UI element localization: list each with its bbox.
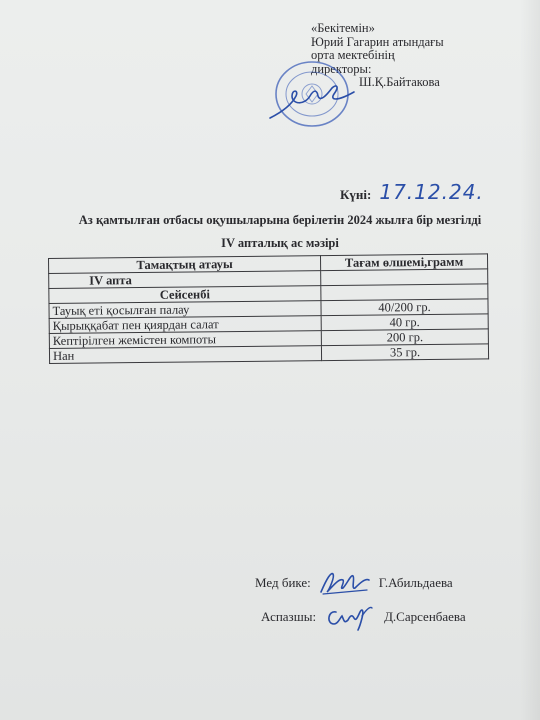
- date-label: Күні:: [340, 187, 372, 202]
- header-portion-size: Тағам өлшемі,грамм: [320, 254, 487, 271]
- cook-signature-row: [261, 602, 466, 632]
- menu-table: [48, 253, 489, 364]
- approval-director-label: директоры:: [311, 61, 372, 76]
- cook-name: Д.Сарсенбаева: [384, 609, 466, 624]
- date-value: 17.12.24.: [379, 180, 484, 204]
- dish-name: Нан: [49, 346, 321, 364]
- dish-name: Қырыққабат пен қиярдан салат: [49, 316, 321, 334]
- cook-label: Аспазшы:: [261, 609, 317, 624]
- nurse-name: Г.Абильдаева: [378, 575, 453, 590]
- dish-amount: 40 гр.: [321, 314, 488, 331]
- header-dish-name: Тамақтың атауы: [49, 256, 321, 274]
- dish-amount: 200 гр.: [321, 329, 488, 346]
- nurse-signature-row: [255, 568, 453, 598]
- document-title: Аз қамтылған отбасы оқушыларына берілетін 2024 жылға бір мезгілді: [78, 213, 482, 227]
- document-subtitle: IV апталық ас мәзірі: [221, 236, 339, 250]
- dish-name: Тауық еті қосылған палау: [49, 301, 321, 319]
- nurse-signature-icon: [317, 568, 373, 598]
- school-stamp-icon: [262, 56, 362, 136]
- dish-name: Кептірілген жемістен компоты: [49, 331, 321, 349]
- approval-school-line: Юрий Гагарин атындағы: [311, 34, 444, 49]
- day-cell: Сейсенбі: [49, 286, 321, 304]
- date-row: [340, 180, 484, 204]
- nurse-label: Мед бике:: [255, 575, 311, 590]
- approval-school-line2: орта мектебінің: [311, 48, 395, 62]
- dish-amount: 40/200 гр.: [321, 299, 488, 316]
- empty-cell: [321, 269, 488, 286]
- page-shadow: [520, 0, 540, 720]
- cook-signature-icon: [322, 602, 378, 632]
- week-cell: IV апта: [49, 271, 321, 289]
- empty-cell: [321, 284, 488, 301]
- director-name: Ш.Қ.Байтакова: [359, 75, 440, 89]
- approval-heading: «Бекітемін»: [311, 21, 375, 35]
- dish-amount: 35 гр.: [321, 344, 488, 361]
